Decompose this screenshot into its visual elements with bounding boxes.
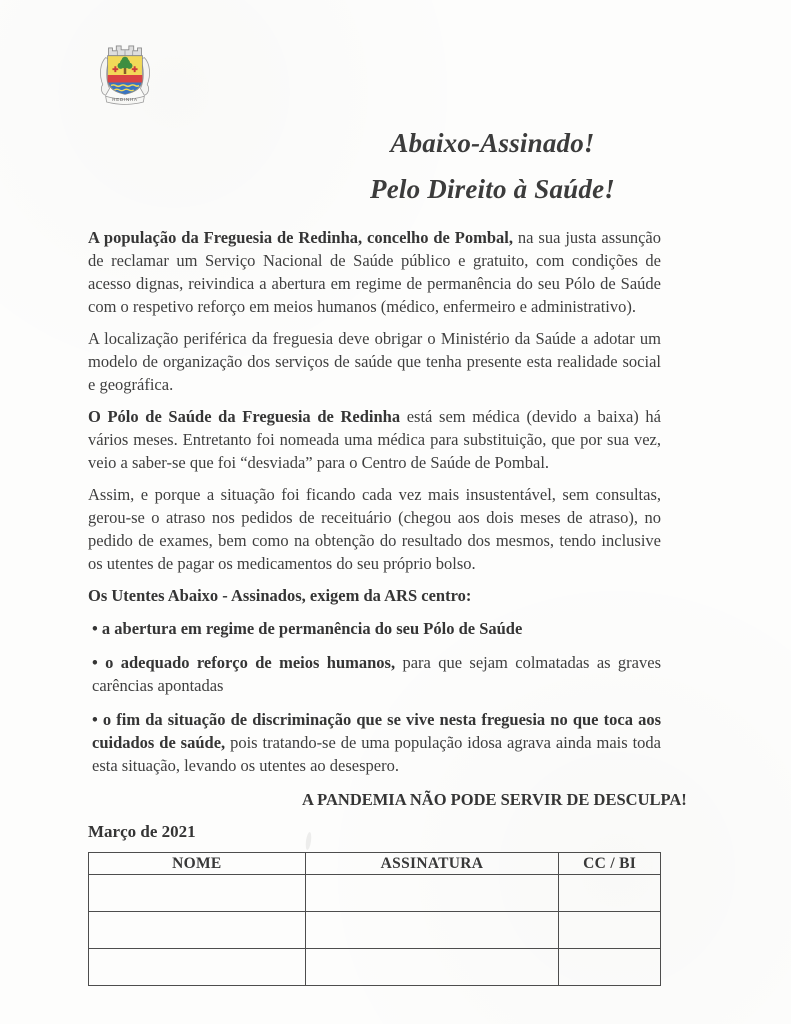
cell-nome (89, 912, 306, 949)
cell-ccbi (559, 912, 661, 949)
signature-table (88, 852, 661, 986)
cell-ccbi (559, 949, 661, 986)
pandemic-slogan: A PANDEMIA NÃO PODE SERVIR DE DESCULPA! (302, 790, 687, 809)
cell-ccbi (559, 875, 661, 912)
paragraph-text: Assim, e porque a situação foi ficando cada vez mais insustentável, sem consultas, gerou-se o atraso nos pedidos de receituário (chegou aos dois meses de atraso), no pedido de exames, bem como na obtenção do resultado dos mesmos, tendo inclusive os utentes de pagar os medicamentos do seu próprio bolso. (88, 485, 661, 573)
demand-item-end-discrimination (88, 708, 661, 777)
cell-nome (89, 949, 306, 986)
column-header-nome: NOME (89, 853, 306, 875)
demand-bold: • a abertura em regime de permanência do seu Pólo de Saúde (92, 619, 523, 638)
column-header-ccbi: CC / BI (559, 853, 661, 875)
signature-table-header-row (89, 853, 661, 875)
demand-bold: • o adequado reforço de meios humanos, (92, 653, 396, 672)
document-date: Março de 2021 (88, 822, 196, 841)
coat-of-arms-graphic (96, 40, 154, 108)
demand-item-human-resources (88, 651, 661, 697)
paragraph-bold-lead: O Pólo de Saúde da Freguesia de Redinha (88, 407, 401, 426)
paragraph-text: na sua justa assunção de reclamar um Serviço Nacional de Saúde público e gratuito, com condições de acesso dignas, reivindica a abertura em regime de permanência do seu Pólo de Saúde com o respetivo reforço em meios humanos (médico, enfermeiro e administrativo). (88, 228, 661, 316)
signature-row (89, 875, 661, 912)
cell-assinatura (305, 949, 559, 986)
paragraph-text: A localização periférica da freguesia deve obrigar o Ministério da Saúde a adotar um modelo de organização dos serviços de saúde que tenha presente esta realidade social e geográfica. (88, 329, 661, 394)
cell-assinatura (305, 875, 559, 912)
petition-subtitle: Pelo Direito à Saúde! (370, 174, 615, 204)
demand-text: pois tratando-se de uma população idosa agrava ainda mais toda esta situação, levando os utentes ao desespero. (92, 733, 661, 775)
column-header-assinatura: ASSINATURA (305, 853, 559, 875)
paragraph-population-claim (88, 226, 661, 318)
paragraph-bold-lead: A população da Freguesia de Redinha, concelho de Pombal, (88, 228, 514, 247)
paragraph-unsustainable-situation (88, 483, 661, 575)
petition-title: Abaixo-Assinado! (390, 128, 595, 158)
cell-nome (89, 875, 306, 912)
paragraph-peripheral-location (88, 327, 661, 396)
demand-text: para que sejam colmatadas as graves carências apontadas (92, 653, 661, 695)
demand-bold: • o fim da situação de discriminação que se vive nesta freguesia no que toca aos cuidados de saúde, (92, 710, 661, 752)
redinha-coat-of-arms-icon (96, 40, 154, 108)
signature-row (89, 912, 661, 949)
paragraph-text: está sem médica (devido a baixa) há vários meses. Entretanto foi nomeada uma médica para substituição, que por sua vez, veio a saber-se que foi “desviada” para o Centro de Saúde de Pombal. (88, 407, 661, 472)
cell-assinatura (305, 912, 559, 949)
signature-row (89, 949, 661, 986)
banner-text: REDINHA (112, 97, 138, 103)
demands-heading: Os Utentes Abaixo - Assinados, exigem da ARS centro: (88, 586, 472, 605)
demand-item-permanence (88, 617, 661, 640)
paragraph-health-pole-status (88, 405, 661, 474)
